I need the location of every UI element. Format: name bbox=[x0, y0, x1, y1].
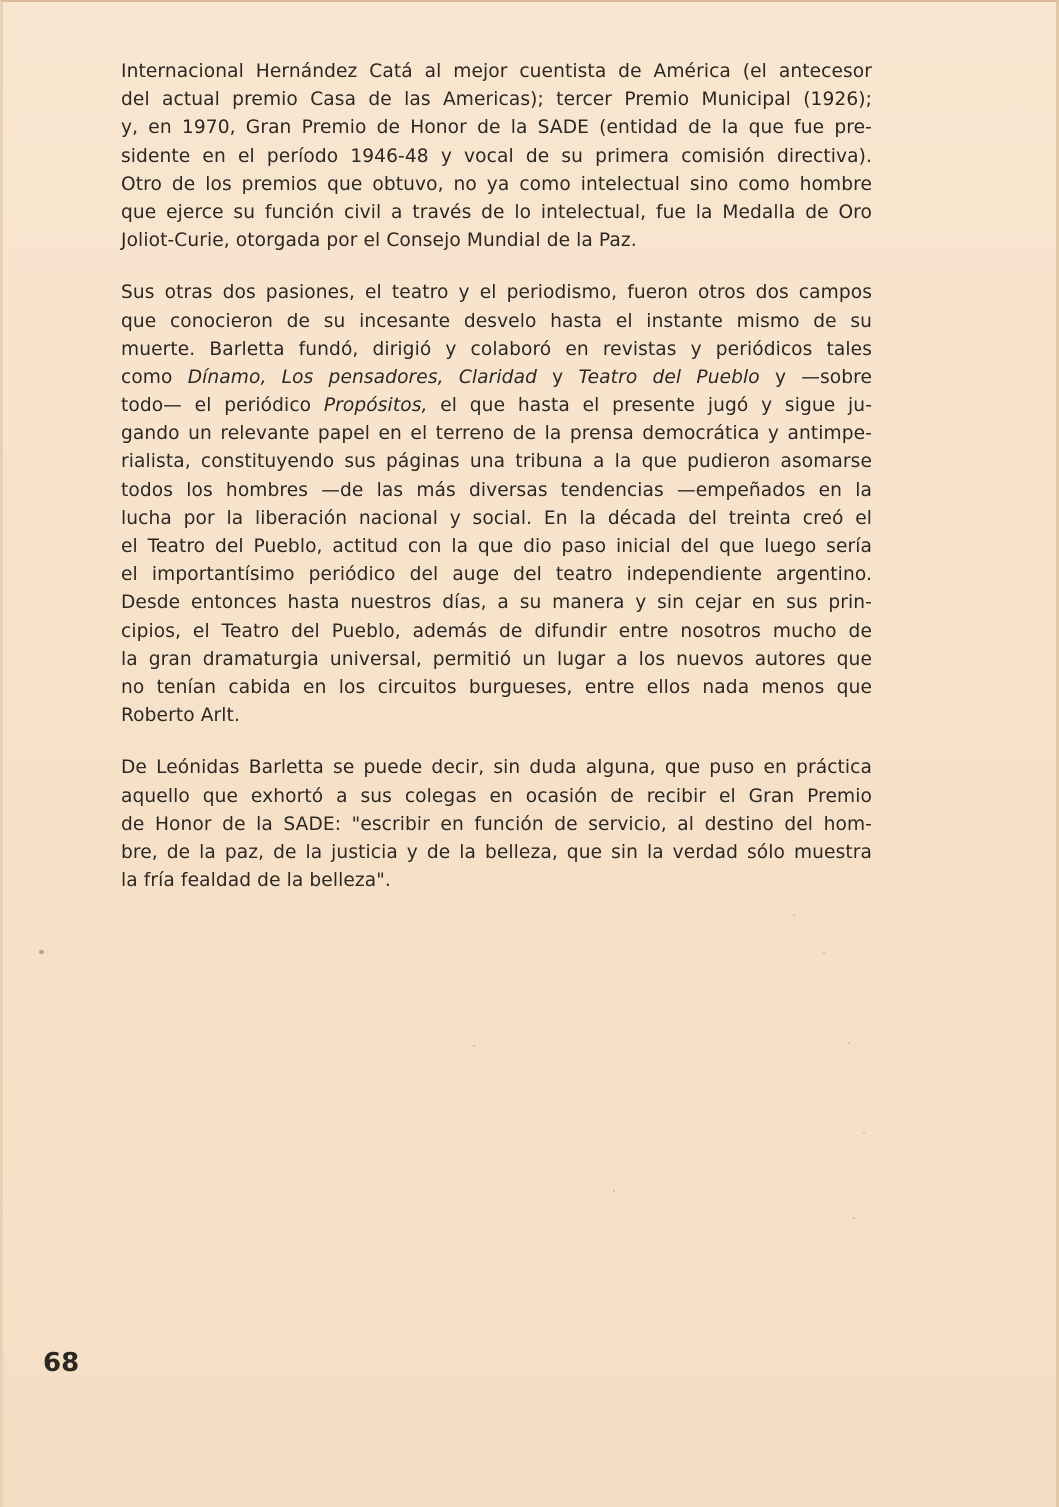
text-segment: que conocieron de su incesante desvelo hasta el instante mismo de su bbox=[121, 310, 872, 332]
text-line bbox=[121, 308, 872, 336]
paper-speck bbox=[848, 1042, 850, 1044]
paper-speck bbox=[473, 1045, 475, 1047]
text-line bbox=[121, 420, 872, 448]
text-line bbox=[121, 227, 872, 255]
italic-title: Teatro del Pueblo bbox=[578, 366, 760, 388]
paragraph bbox=[121, 279, 872, 730]
paragraph bbox=[121, 754, 872, 895]
body-text bbox=[121, 58, 872, 919]
text-line bbox=[121, 336, 872, 364]
text-segment: Desde entonces hasta nuestros días, a su manera y sin cejar en sus prin- bbox=[121, 592, 872, 614]
page-number: 68 bbox=[43, 1348, 80, 1378]
text-segment: del actual premio Casa de las Americas); tercer Premio Municipal (1926); bbox=[121, 89, 872, 111]
paragraph bbox=[121, 58, 872, 255]
text-line bbox=[121, 392, 872, 420]
text-segment: de Honor de la SADE: "escribir en función de servicio, al destino del hom- bbox=[121, 813, 872, 835]
text-segment: el Teatro del Pueblo, actitud con la que dio paso inicial del que luego sería bbox=[121, 536, 872, 557]
text-segment: el que hasta el presente jugó y sigue ju- bbox=[427, 395, 873, 417]
paper-speck bbox=[613, 1190, 615, 1192]
text-line bbox=[121, 505, 872, 533]
text-segment: De Leónidas Barletta se puede decir, sin duda alguna, que puso en práctica bbox=[121, 757, 872, 779]
text-segment: Roberto Arlt. bbox=[121, 705, 240, 727]
text-segment: la gran dramaturgia universal, permitió un lugar a los nuevos autores que bbox=[121, 648, 872, 670]
text-segment: muerte. Barletta fundó, dirigió y colaboró en revistas y periódicos tales bbox=[121, 338, 872, 360]
text-segment: no tenían cabida en los circuitos burgueses, entre ellos nada menos que bbox=[121, 676, 872, 698]
text-segment: sidente en el período 1946-48 y vocal de su primera comisión directiva). bbox=[121, 145, 872, 167]
text-segment: todos los hombres —de las más diversas tendencias —empeñados en la bbox=[121, 479, 872, 501]
paper-speck bbox=[793, 914, 795, 916]
text-line bbox=[121, 448, 872, 476]
text-segment: aquello que exhortó a sus colegas en ocasión de recibir el Gran Premio bbox=[121, 785, 872, 807]
text-segment: el importantísimo periódico del auge del teatro independiente argentino. bbox=[121, 564, 872, 586]
text-segment: Internacional Hernández Catá al mejor cuentista de América (el antecesor bbox=[121, 61, 872, 82]
text-segment: y —sobre bbox=[759, 366, 872, 388]
paper-speck bbox=[39, 950, 44, 954]
text-line bbox=[121, 279, 872, 307]
text-line bbox=[121, 839, 872, 867]
text-line bbox=[121, 171, 872, 199]
text-line bbox=[121, 589, 872, 617]
text-line bbox=[121, 58, 872, 86]
text-segment: Joliot-Curie, otorgada por el Consejo Mundial de la Paz. bbox=[121, 230, 637, 252]
text-segment: gando un relevante papel en el terreno de la prensa democrática y antimpe- bbox=[121, 423, 872, 445]
text-line bbox=[121, 533, 872, 561]
text-line bbox=[121, 783, 872, 811]
text-line bbox=[121, 754, 872, 782]
text-line bbox=[121, 646, 872, 674]
text-line bbox=[121, 618, 872, 646]
text-segment: bre, de la paz, de la justicia y de la belleza, que sin la verdad sólo muestra bbox=[121, 841, 872, 863]
text-line bbox=[121, 702, 872, 730]
text-line bbox=[121, 561, 872, 589]
text-line bbox=[121, 114, 872, 142]
paper-speck bbox=[823, 952, 825, 954]
text-segment: lucha por la liberación nacional y social. En la década del treinta creó el bbox=[121, 507, 872, 529]
italic-title: Propósitos, bbox=[323, 395, 428, 417]
text-segment: cipios, el Teatro del Pueblo, además de difundir entre nosotros mucho de bbox=[121, 620, 872, 642]
italic-title: Dínamo, Los pensadores, Claridad bbox=[187, 366, 537, 388]
paper-speck bbox=[853, 1217, 855, 1219]
text-segment: Sus otras dos pasiones, el teatro y el periodismo, fueron otros dos campos bbox=[121, 282, 872, 304]
text-line bbox=[121, 867, 872, 895]
text-line bbox=[121, 364, 872, 392]
text-line bbox=[121, 811, 872, 839]
text-segment: todo— el periódico bbox=[121, 395, 324, 417]
text-line bbox=[121, 477, 872, 505]
text-line bbox=[121, 143, 872, 171]
text-segment: rialista, constituyendo sus páginas una tribuna a la que pudieron asomarse bbox=[121, 451, 872, 473]
text-segment: la fría fealdad de la belleza". bbox=[121, 870, 391, 892]
text-line bbox=[121, 199, 872, 227]
text-segment: y, en 1970, Gran Premio de Honor de la SADE (entidad de la que fue pre- bbox=[121, 117, 872, 139]
text-line bbox=[121, 86, 872, 114]
paper-speck bbox=[863, 1132, 865, 1134]
text-line bbox=[121, 674, 872, 702]
text-segment: y bbox=[536, 366, 579, 388]
text-segment: como bbox=[121, 366, 188, 388]
text-segment: Otro de los premios que obtuvo, no ya como intelectual sino como hombre bbox=[121, 173, 872, 195]
text-segment: que ejerce su función civil a través de lo intelectual, fue la Medalla de Oro bbox=[121, 201, 872, 223]
